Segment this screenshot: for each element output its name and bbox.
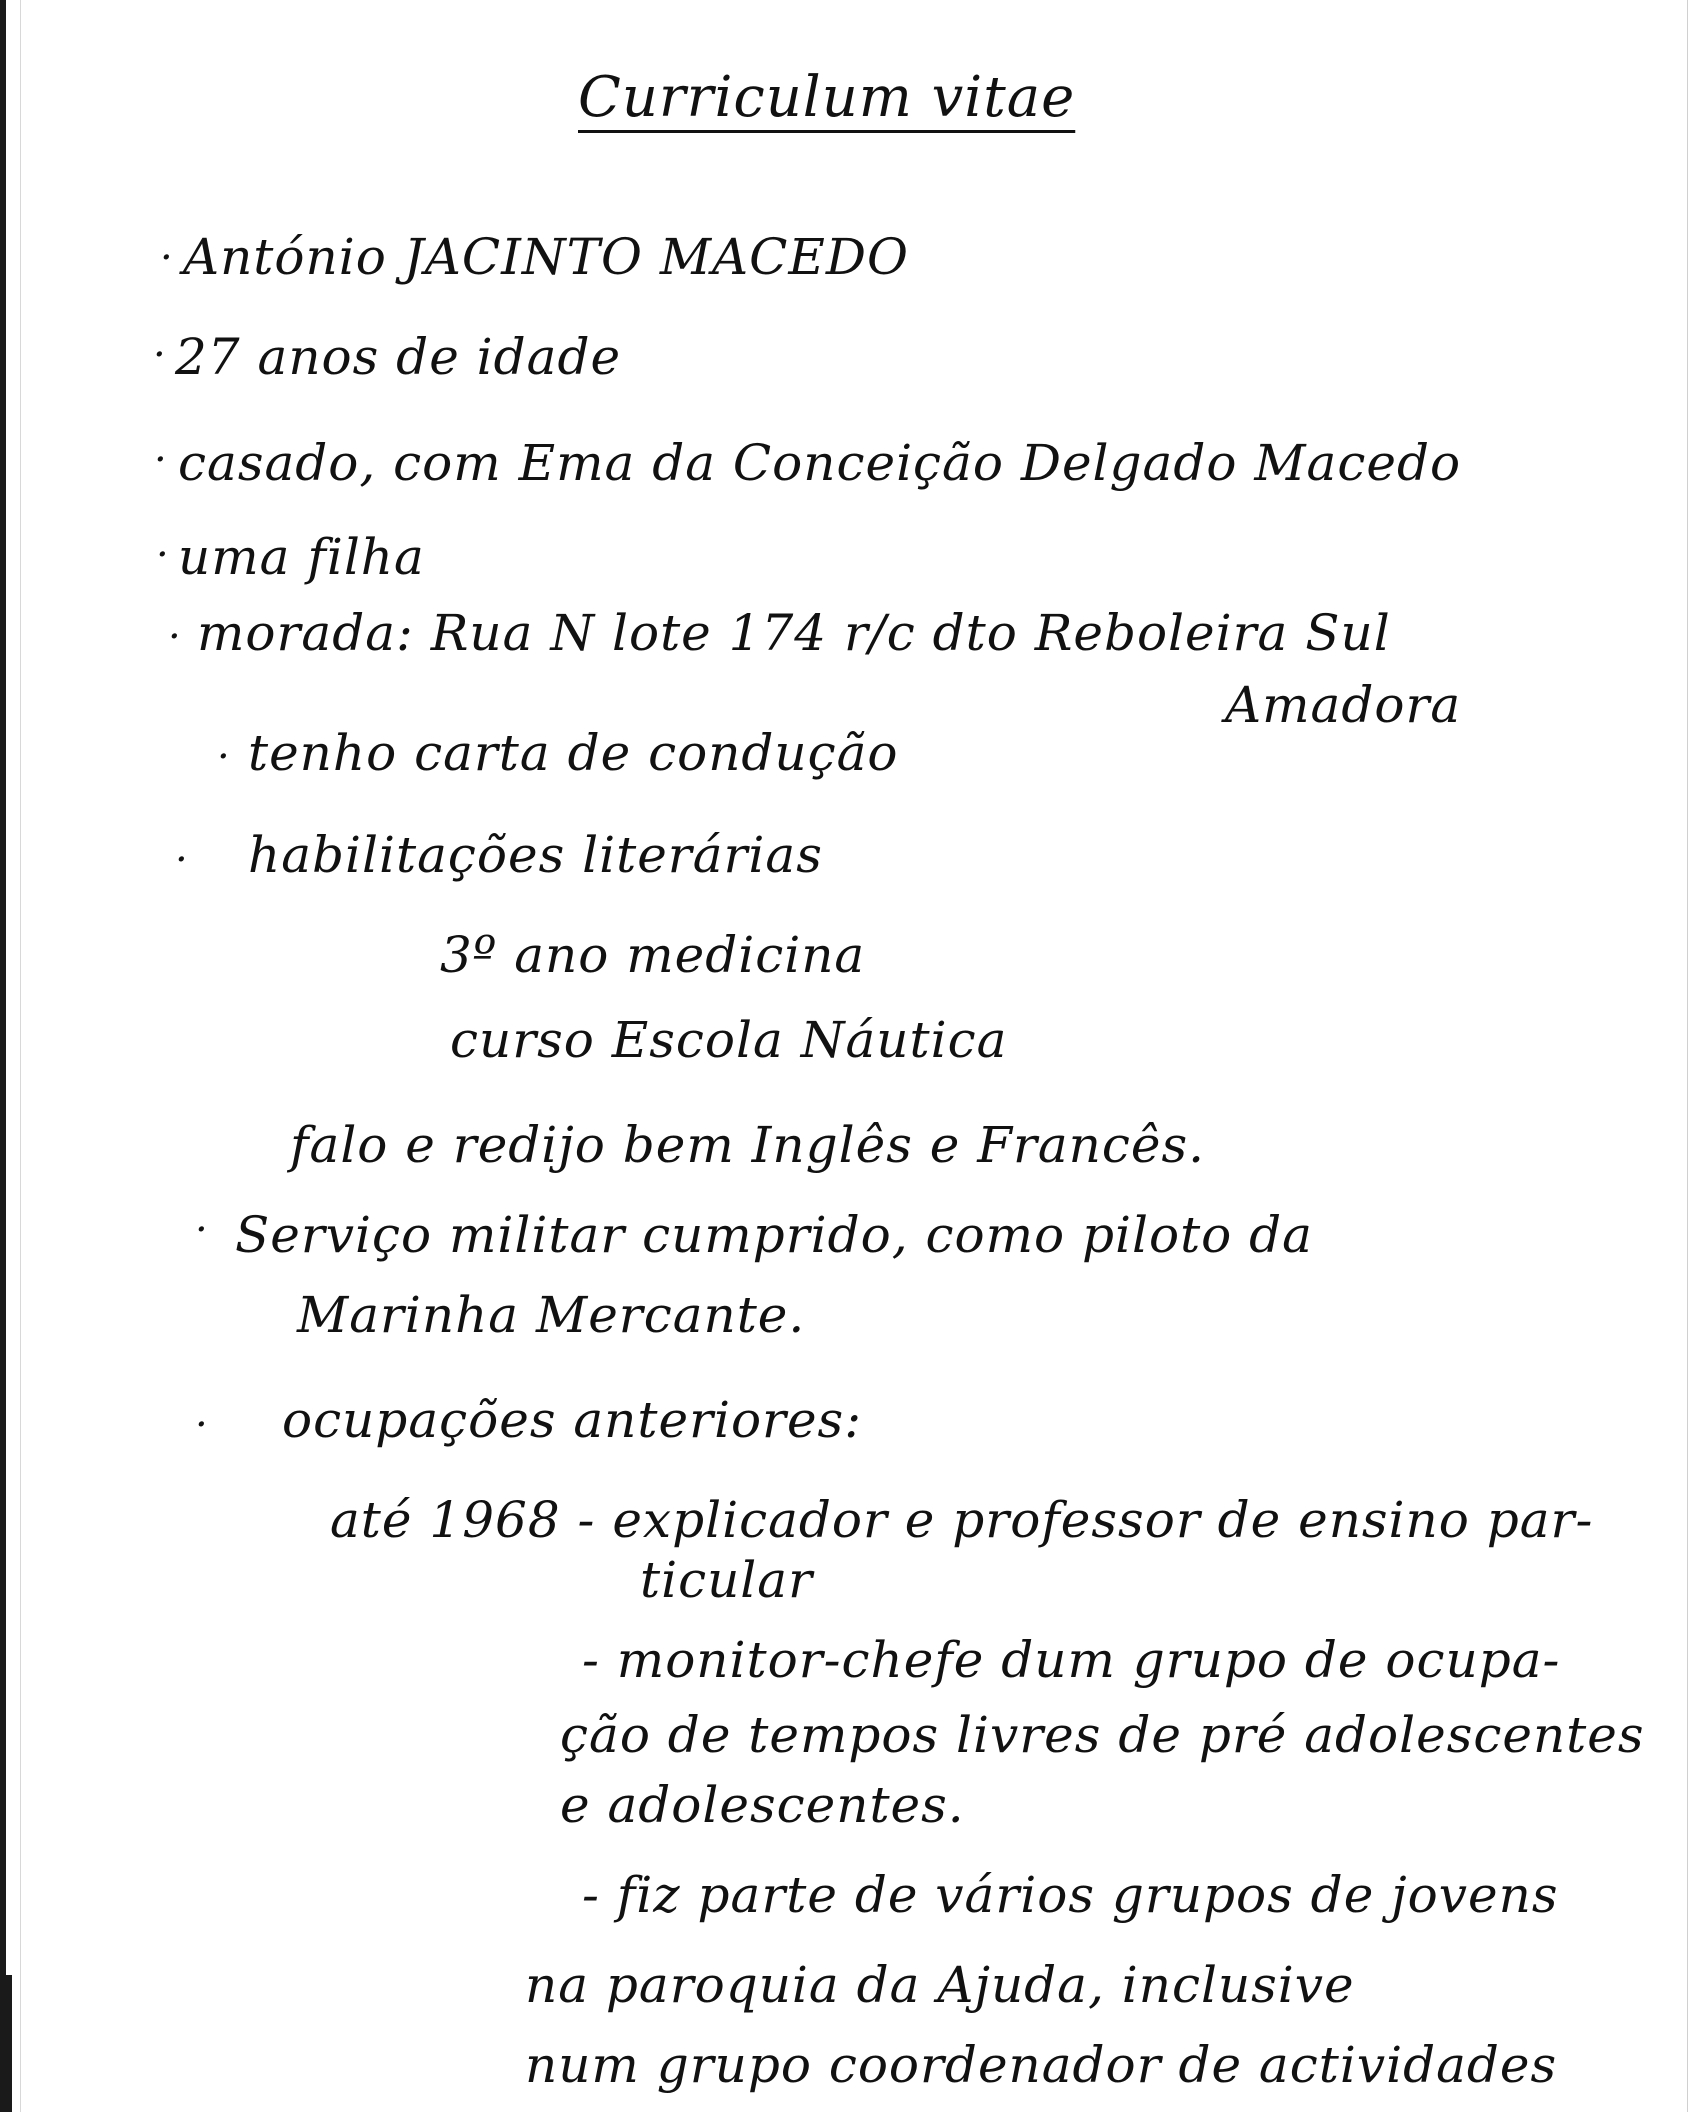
scan-edge-left <box>0 0 6 2112</box>
bullet-6: · <box>217 734 230 780</box>
line-education-nautical: curso Escola Náutica <box>450 1011 1008 1069</box>
scan-edge-notch <box>6 1975 12 2112</box>
line-education-heading: habilitações literárias <box>248 826 823 884</box>
bullet-3: · <box>154 437 167 483</box>
line-military-service-cont: Marinha Mercante. <box>297 1286 806 1344</box>
bullet-5: · <box>168 614 181 660</box>
line-job-youth-groups-cont-2: num grupo coordenador de actividades <box>525 2036 1558 2094</box>
line-job-tutor: até 1968 - explicador e professor de ensino par- <box>330 1491 1594 1549</box>
document-title: Curriculum vitae <box>578 65 1076 130</box>
scan-edge-right <box>1687 0 1688 2112</box>
line-job-youth-groups: - fiz parte de vários grupos de jovens <box>582 1866 1559 1924</box>
bullet-4: · <box>156 532 169 578</box>
line-previous-jobs-heading: ocupações anteriores: <box>282 1391 863 1449</box>
line-marital-status: casado, com Ema da Conceição Delgado Macedo <box>178 434 1462 492</box>
bullet-9: · <box>195 1402 208 1448</box>
line-children: uma filha <box>178 528 425 586</box>
bullet-8: · <box>195 1207 208 1253</box>
line-military-service: Serviço militar cumprido, como piloto da <box>235 1206 1313 1264</box>
line-driving-license: tenho carta de condução <box>248 724 899 782</box>
bullet-2: · <box>153 332 166 378</box>
line-languages: falo e redijo bem Inglês e Francês. <box>290 1116 1206 1174</box>
line-address: morada: Rua N lote 174 r/c dto Reboleira Sul <box>197 604 1391 662</box>
line-address-city: Amadora <box>1225 676 1462 734</box>
line-job-youth-groups-cont-1: na paroquia da Ajuda, inclusive <box>525 1956 1355 2014</box>
line-job-monitor-cont-2: e adolescentes. <box>560 1776 965 1834</box>
line-job-monitor: - monitor-chefe dum grupo de ocupa- <box>582 1631 1561 1689</box>
scan-margin-line <box>20 0 21 2112</box>
line-job-tutor-cont: ticular <box>640 1551 813 1609</box>
line-age: 27 anos de idade <box>175 328 622 386</box>
bullet-1: · <box>160 235 173 281</box>
bullet-7: · <box>175 837 188 883</box>
line-name: António JACINTO MACEDO <box>183 228 909 286</box>
line-education-medicine: 3º ano medicina <box>440 926 866 984</box>
line-job-monitor-cont-1: ção de tempos livres de pré adolescentes <box>560 1706 1645 1764</box>
